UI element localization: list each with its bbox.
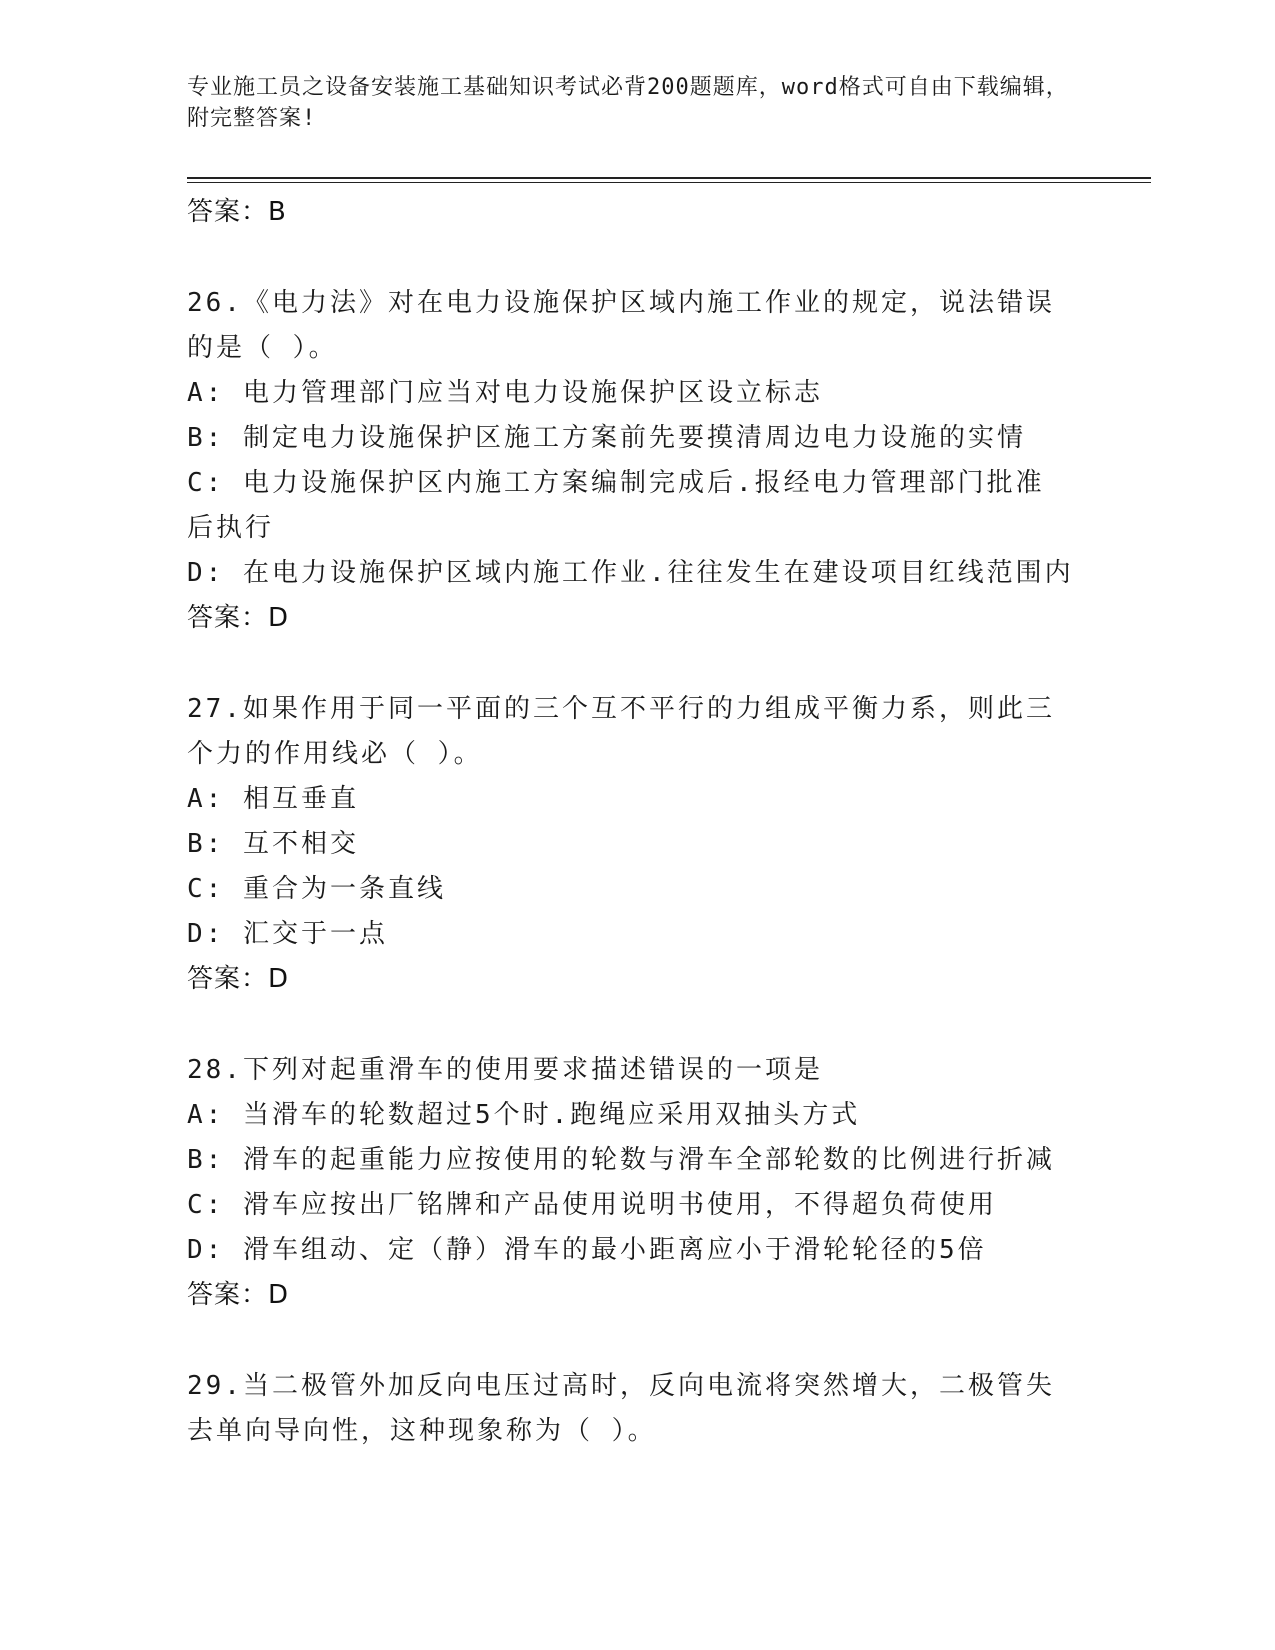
question-26: [187, 281, 1087, 641]
question-28: [187, 1048, 1087, 1318]
option-d: D: 汇交于一点: [187, 919, 388, 949]
option-c: C: 电力设施保护区内施工方案编制完成后.报经电力管理部门批准后执行: [187, 468, 1045, 543]
option-b: B: 互不相交: [187, 829, 359, 859]
option-a: A: 当滑车的轮数超过5个时.跑绳应采用双抽头方式: [187, 1100, 861, 1130]
option-a: A: 相互垂直: [187, 784, 359, 814]
header-rule-thick: [187, 177, 1151, 179]
answer-line: 答案：D: [187, 1280, 290, 1310]
option-d: D: 在电力设施保护区域内施工作业.往往发生在建设项目红线范围内: [187, 558, 1074, 588]
answer-line: 答案：D: [187, 603, 290, 633]
option-b: B: 滑车的起重能力应按使用的轮数与滑车全部轮数的比例进行折减: [187, 1145, 1055, 1175]
option-c: C: 滑车应按出厂铭牌和产品使用说明书使用，不得超负荷使用: [187, 1190, 997, 1220]
header-rule-thin: [187, 182, 1151, 183]
option-a: A: 电力管理部门应当对电力设施保护区设立标志: [187, 378, 823, 408]
answer-line: 答案：D: [187, 964, 290, 994]
option-d: D: 滑车组动、定（静）滑车的最小距离应小于滑轮轮径的5倍: [187, 1235, 987, 1265]
question-stem: 26.《电力法》对在电力设施保护区域内施工作业的规定，说法错误的是（ ）。: [187, 288, 1055, 363]
question-stem: 28.下列对起重滑车的使用要求描述错误的一项是: [187, 1055, 823, 1085]
question-stem: 29.当二极管外加反向电压过高时，反向电流将突然增大，二极管失去单向导向性，这种现象称为（ ）。: [187, 1371, 1055, 1446]
question-stem: 27.如果作用于同一平面的三个互不平行的力组成平衡力系，则此三个力的作用线必（ ）。: [187, 694, 1055, 769]
document-header: 专业施工员之设备安装施工基础知识考试必背200题题库，word格式可自由下载编辑，附完整答案!: [187, 75, 1069, 131]
answer-line: 答案：B: [187, 197, 287, 227]
question-29: [187, 1364, 1087, 1454]
option-c: C: 重合为一条直线: [187, 874, 446, 904]
question-list: [187, 190, 1087, 1454]
option-b: B: 制定电力设施保护区施工方案前先要摸清周边电力设施的实情: [187, 423, 1026, 453]
question-27: [187, 687, 1087, 1002]
